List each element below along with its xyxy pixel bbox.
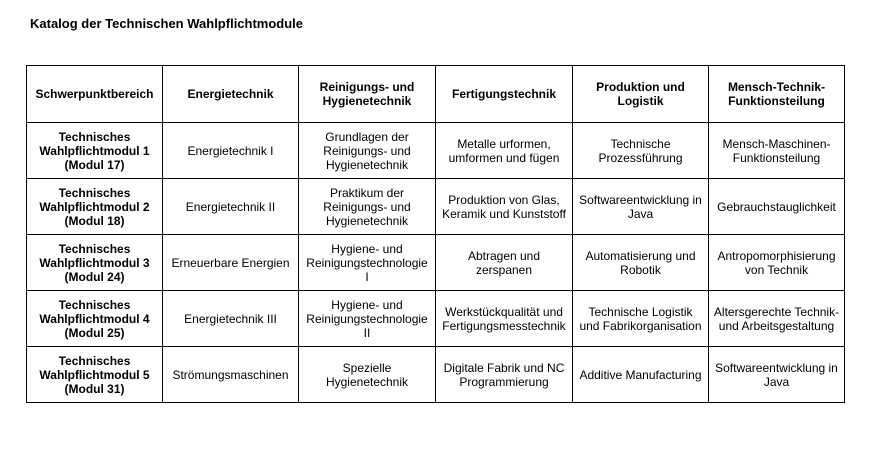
header-reinigungs-hygienetechnik: Reinigungs- und Hygienetechnik: [299, 66, 436, 123]
table-cell: Spezielle Hygienetechnik: [299, 347, 436, 403]
table-cell: Erneuerbare Energien: [163, 235, 299, 291]
table-cell: Produktion von Glas, Keramik und Kunststoff: [436, 179, 573, 235]
header-fertigungstechnik: Fertigungstechnik: [436, 66, 573, 123]
table-cell: Digitale Fabrik und NC Programmierung: [436, 347, 573, 403]
table-cell: Hygiene- und Reinigungstechnologie I: [299, 235, 436, 291]
table-cell: Mensch-Maschinen-Funktionsteilung: [709, 123, 845, 179]
table-cell: Metalle urformen, umformen und fügen: [436, 123, 573, 179]
table-cell: Gebrauchstauglichkeit: [709, 179, 845, 235]
table-header-row: [27, 66, 845, 123]
table-row: [27, 347, 845, 403]
row-module-label: Technisches Wahlpflichtmodul 1 (Modul 17): [27, 123, 163, 179]
table-cell: Energietechnik III: [163, 291, 299, 347]
table-cell: Energietechnik I: [163, 123, 299, 179]
table-cell: Strömungsmaschinen: [163, 347, 299, 403]
table-cell: Hygiene- und Reinigungstechnologie II: [299, 291, 436, 347]
document-title: Katalog der Technischen Wahlpflichtmodule: [30, 16, 304, 31]
table-cell: Antropomorphisierung von Technik: [709, 235, 845, 291]
table-row: [27, 179, 845, 235]
table-cell: Additive Manufacturing: [573, 347, 709, 403]
table-cell: Energietechnik II: [163, 179, 299, 235]
table-cell: Praktikum der Reinigungs- und Hygienetechnik: [299, 179, 436, 235]
header-produktion-logistik: Produktion und Logistik: [573, 66, 709, 123]
table-cell: Softwareentwicklung in Java: [709, 347, 845, 403]
header-mensch-technik: Mensch-Technik-Funktionsteilung: [709, 66, 845, 123]
table-row: [27, 291, 845, 347]
table-row: [27, 235, 845, 291]
module-catalog-table: [26, 65, 845, 403]
table-cell: Werkstückqualität und Fertigungsmesstechnik: [436, 291, 573, 347]
table-cell: Technische Prozessführung: [573, 123, 709, 179]
table-cell: Technische Logistik und Fabrikorganisation: [573, 291, 709, 347]
row-module-label: Technisches Wahlpflichtmodul 4 (Modul 25): [27, 291, 163, 347]
row-module-label: Technisches Wahlpflichtmodul 3 (Modul 24): [27, 235, 163, 291]
header-energietechnik: Energietechnik: [163, 66, 299, 123]
row-module-label: Technisches Wahlpflichtmodul 2 (Modul 18): [27, 179, 163, 235]
table-cell: Softwareentwicklung in Java: [573, 179, 709, 235]
table-cell: Altersgerechte Technik- und Arbeitsgestaltung: [709, 291, 845, 347]
table-cell: Abtragen und zerspanen: [436, 235, 573, 291]
header-schwerpunktbereich: Schwerpunktbereich: [27, 66, 163, 123]
table-cell: Grundlagen der Reinigungs- und Hygienetechnik: [299, 123, 436, 179]
row-module-label: Technisches Wahlpflichtmodul 5 (Modul 31): [27, 347, 163, 403]
table-cell: Automatisierung und Robotik: [573, 235, 709, 291]
table-row: [27, 123, 845, 179]
